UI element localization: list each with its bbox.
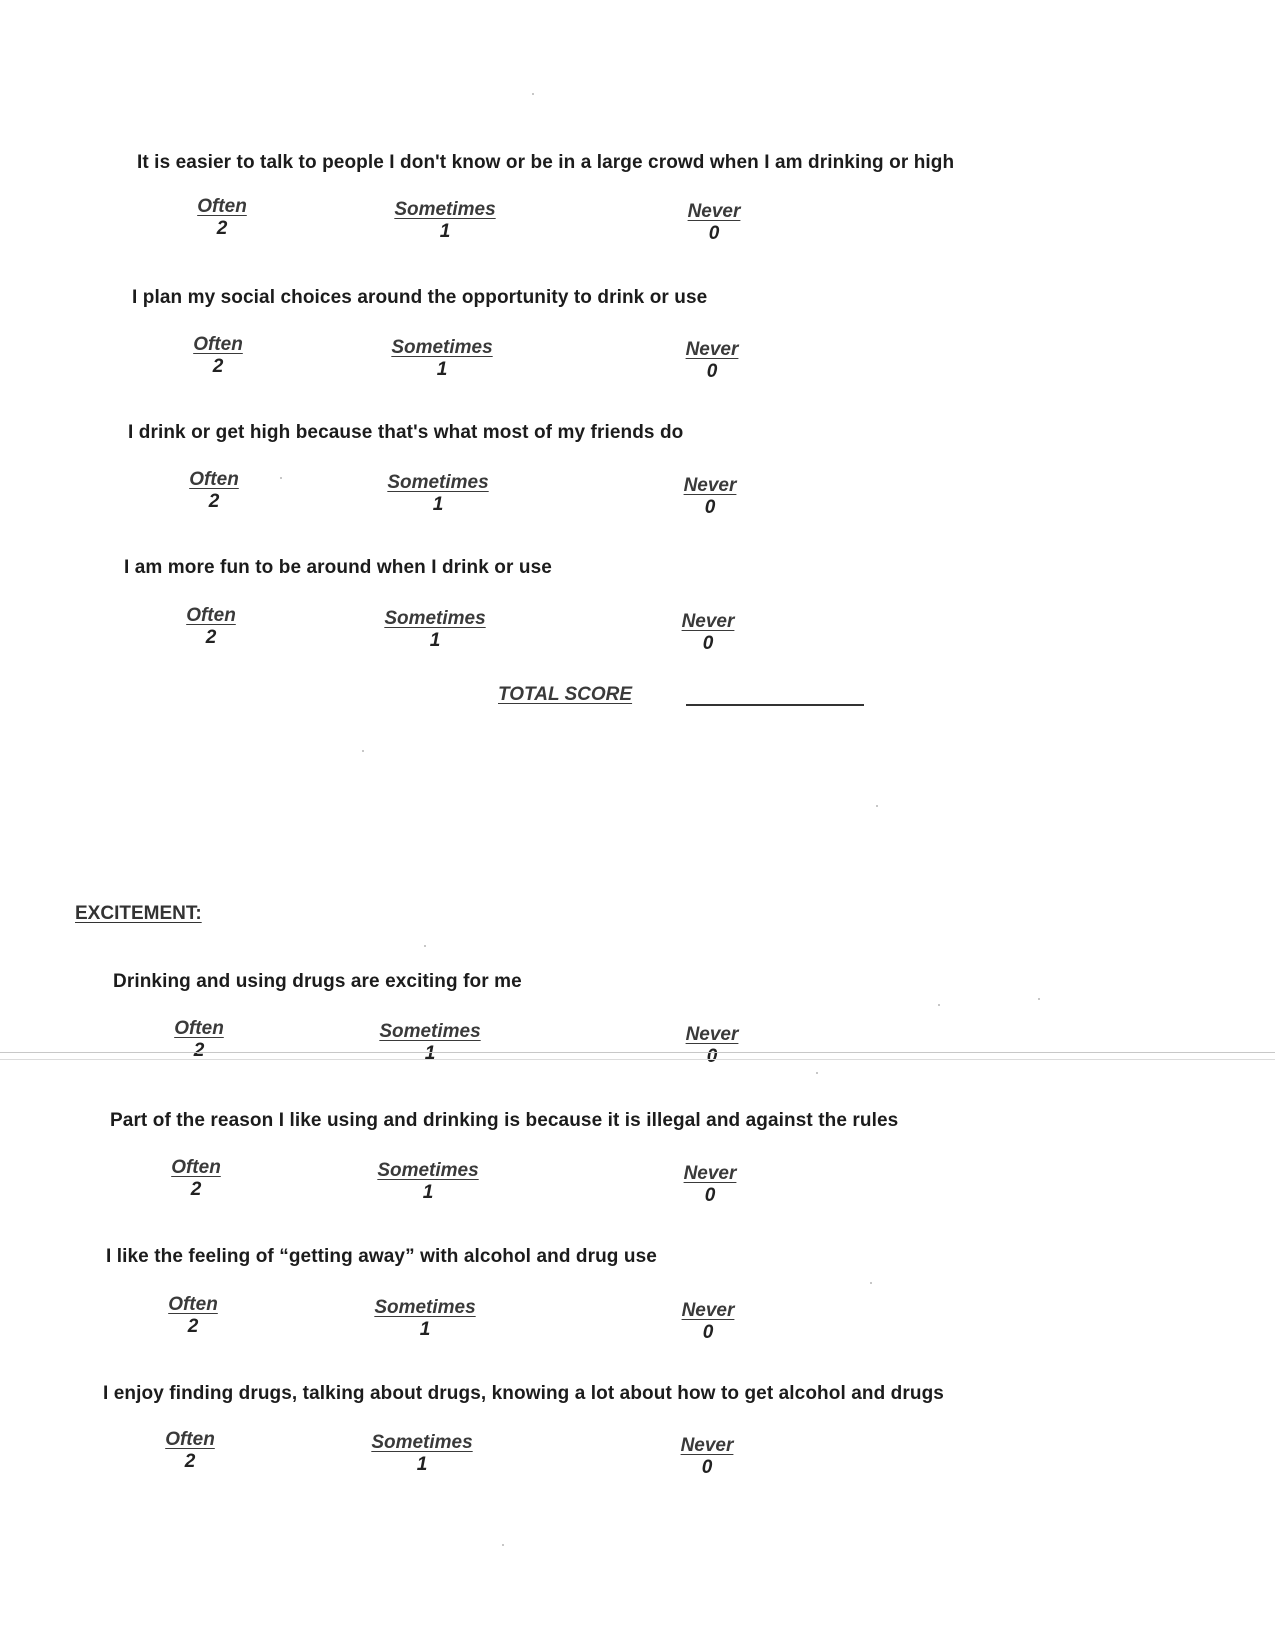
option-label: Often xyxy=(186,605,236,626)
total-score-field[interactable] xyxy=(686,704,864,706)
option-often[interactable] xyxy=(126,1157,266,1201)
option-label: Often xyxy=(193,334,243,355)
option-never[interactable] xyxy=(638,611,778,655)
option-value: 2 xyxy=(187,1316,199,1337)
option-label: Sometimes xyxy=(379,1021,481,1042)
option-label: Never xyxy=(683,475,737,496)
option-label: Sometimes xyxy=(391,337,493,358)
option-label: Often xyxy=(171,1157,221,1178)
option-sometimes[interactable] xyxy=(365,608,505,652)
scan-speck xyxy=(938,1004,940,1006)
option-value: 1 xyxy=(439,221,451,242)
option-label: Sometimes xyxy=(384,608,486,629)
option-value: 2 xyxy=(193,1040,205,1061)
option-label: Never xyxy=(685,1024,739,1045)
option-value: 1 xyxy=(429,630,441,651)
option-label: Often xyxy=(165,1429,215,1450)
option-value: 2 xyxy=(190,1179,202,1200)
total-score-label: TOTAL SCORE xyxy=(498,684,633,705)
option-label: Often xyxy=(168,1294,218,1315)
option-sometimes[interactable] xyxy=(372,337,512,381)
option-often[interactable] xyxy=(152,196,292,240)
option-label: Sometimes xyxy=(387,472,489,493)
option-label: Sometimes xyxy=(371,1432,473,1453)
option-value: 1 xyxy=(432,494,444,515)
option-label: Never xyxy=(683,1163,737,1184)
option-value: 2 xyxy=(208,491,220,512)
option-often[interactable] xyxy=(141,605,281,649)
option-value: 1 xyxy=(422,1182,434,1203)
option-value: 0 xyxy=(706,361,718,382)
option-label: Never xyxy=(687,201,741,222)
option-value: 2 xyxy=(184,1451,196,1472)
option-label: Often xyxy=(189,469,239,490)
option-value: 0 xyxy=(701,1457,713,1478)
option-value: 1 xyxy=(419,1319,431,1340)
option-label: Never xyxy=(680,1435,734,1456)
question-text: I drink or get high because that's what most of my friends do xyxy=(128,422,684,443)
option-label: Never xyxy=(681,1300,735,1321)
option-never[interactable] xyxy=(640,475,780,519)
scan-speck xyxy=(502,1544,504,1546)
option-sometimes[interactable] xyxy=(368,472,508,516)
question-text: Drinking and using drugs are exciting for me xyxy=(113,971,522,992)
question-text: Part of the reason I like using and drinking is because it is illegal and against the rules xyxy=(110,1110,899,1131)
option-never[interactable] xyxy=(644,201,784,245)
option-value: 1 xyxy=(436,359,448,380)
option-often[interactable] xyxy=(144,469,284,513)
option-never[interactable] xyxy=(637,1435,777,1479)
scan-speck xyxy=(532,93,534,95)
option-value: 1 xyxy=(416,1454,428,1475)
option-never[interactable] xyxy=(640,1163,780,1207)
option-value: 2 xyxy=(212,356,224,377)
option-value: 0 xyxy=(704,497,716,518)
option-value: 0 xyxy=(702,1322,714,1343)
question-text: I plan my social choices around the opportunity to drink or use xyxy=(132,287,708,308)
option-value: 1 xyxy=(424,1043,436,1064)
scan-speck xyxy=(1038,998,1040,1000)
option-sometimes[interactable] xyxy=(375,199,515,243)
scan-speck xyxy=(816,1072,818,1074)
scan-speck xyxy=(424,945,426,947)
option-sometimes[interactable] xyxy=(358,1160,498,1204)
scan-speck xyxy=(362,750,364,752)
option-value: 0 xyxy=(708,223,720,244)
option-value: 0 xyxy=(706,1046,718,1067)
option-label: Often xyxy=(197,196,247,217)
option-label: Sometimes xyxy=(374,1297,476,1318)
question-text: I am more fun to be around when I drink or use xyxy=(124,557,552,578)
option-sometimes[interactable] xyxy=(355,1297,495,1341)
question-text: It is easier to talk to people I don't know or be in a large crowd when I am drinking or high xyxy=(137,152,955,173)
option-often[interactable] xyxy=(120,1429,260,1473)
section-heading-excitement: EXCITEMENT: xyxy=(75,903,202,924)
option-label: Often xyxy=(174,1018,224,1039)
scan-seam-divider xyxy=(0,1052,1275,1060)
option-label: Sometimes xyxy=(377,1160,479,1181)
option-often[interactable] xyxy=(123,1294,263,1338)
option-value: 2 xyxy=(216,218,228,239)
option-never[interactable] xyxy=(642,339,782,383)
scan-speck xyxy=(870,1282,872,1284)
option-sometimes[interactable] xyxy=(352,1432,492,1476)
option-value: 0 xyxy=(702,633,714,654)
option-often[interactable] xyxy=(148,334,288,378)
scan-speck xyxy=(280,477,282,479)
question-text: I like the feeling of “getting away” with alcohol and drug use xyxy=(106,1246,657,1267)
question-text: I enjoy finding drugs, talking about drugs, knowing a lot about how to get alcohol and drugs xyxy=(103,1383,944,1404)
option-label: Never xyxy=(681,611,735,632)
option-never[interactable] xyxy=(638,1300,778,1344)
option-label: Never xyxy=(685,339,739,360)
option-value: 0 xyxy=(704,1185,716,1206)
option-never[interactable] xyxy=(642,1024,782,1068)
option-value: 2 xyxy=(205,627,217,648)
option-label: Sometimes xyxy=(394,199,496,220)
scan-speck xyxy=(876,805,878,807)
